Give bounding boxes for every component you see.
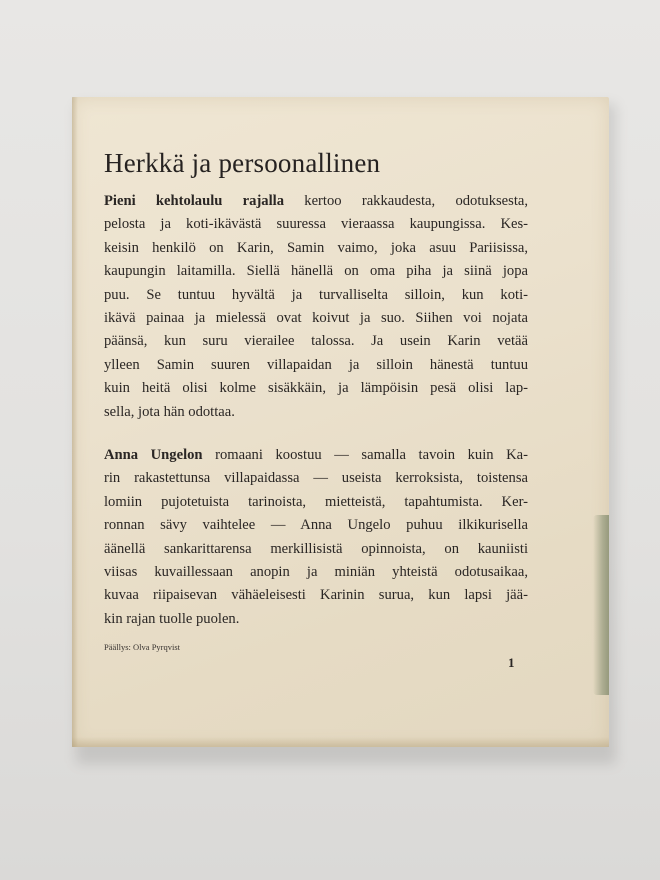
blurb-line: kuvaa riipaisevan vähäeleisesti Karinin surua, kun lapsi jää-	[104, 587, 528, 604]
blurb-line: Pieni kehtolaulu rajalla kertoo rakkaudesta, odotuksesta,	[104, 193, 529, 209]
blurb-line: kuin heitä olisi kolme sisäkkäin, ja lämpöisin pesä olisi lap-	[104, 380, 528, 397]
blurb-line: pelosta ja koti-ikävästä suuressa vieraassa kaupungissa. Kes-	[104, 216, 528, 233]
blurb-line: rin rakastettunsa villapaidassa — useista kerroksista, toistensa	[104, 470, 528, 487]
book-title-lead: Pieni kehtolaulu rajalla	[104, 193, 285, 209]
blurb-line: viisas kuvaillessaan anopin ja miniän yhteistä odotusaikaa,	[104, 564, 528, 581]
blurb-line: ylleen Samin suuren villapaidan ja silloin hänestä tuntuu	[104, 356, 528, 373]
blurb-line: sella, jota hän odottaa.	[104, 403, 235, 420]
cover-heading: Herkkä ja persoonallinen	[104, 148, 381, 178]
blurb-line: äänellä sankarittarensa merkillisistä opinnoista, on kauniisti	[104, 540, 528, 557]
cover-design-credit: Päällys: Olva Pyrqvist	[104, 642, 181, 652]
blurb-line: puu. Se tuntuu hyvältä ja turvalliselta silloin, kun koti-	[104, 286, 528, 303]
cover-stain	[593, 515, 609, 695]
blurb-line: Anna Ungelon romaani koostuu — samalla tavoin kuin Ka-	[104, 447, 528, 463]
blurb-line: ikävä painaa ja mielessä ovat koivut ja suo. Siihen voi nojata	[104, 310, 528, 327]
page-number: 1	[508, 655, 515, 670]
blurb-line: kin rajan tuolle puolen.	[104, 610, 240, 627]
blurb-line: keisin henkilö on Karin, Samin vaimo, joka asuu Pariisissa,	[104, 239, 528, 256]
blurb-paragraph-2	[104, 444, 528, 631]
blurb-line: ronnan sävy vaihtelee — Anna Ungelo puhuu ilkikurisella	[104, 517, 528, 534]
blurb-line: kaupungin laitamilla. Siellä hänellä on oma piha ja siinä jopa	[104, 263, 528, 280]
author-name-lead: Anna Ungelon	[104, 447, 203, 463]
cover-spine-edge	[72, 97, 78, 747]
blurb-line: päänsä, kun suru vierailee talossa. Ja usein Karin vetää	[104, 333, 528, 350]
blurb-paragraph-1	[104, 190, 528, 424]
cover-bottom-edge	[72, 737, 609, 747]
blurb-line: lomiin pujotetuista tarinoista, mietteistä, tapahtumista. Ker-	[104, 493, 528, 510]
